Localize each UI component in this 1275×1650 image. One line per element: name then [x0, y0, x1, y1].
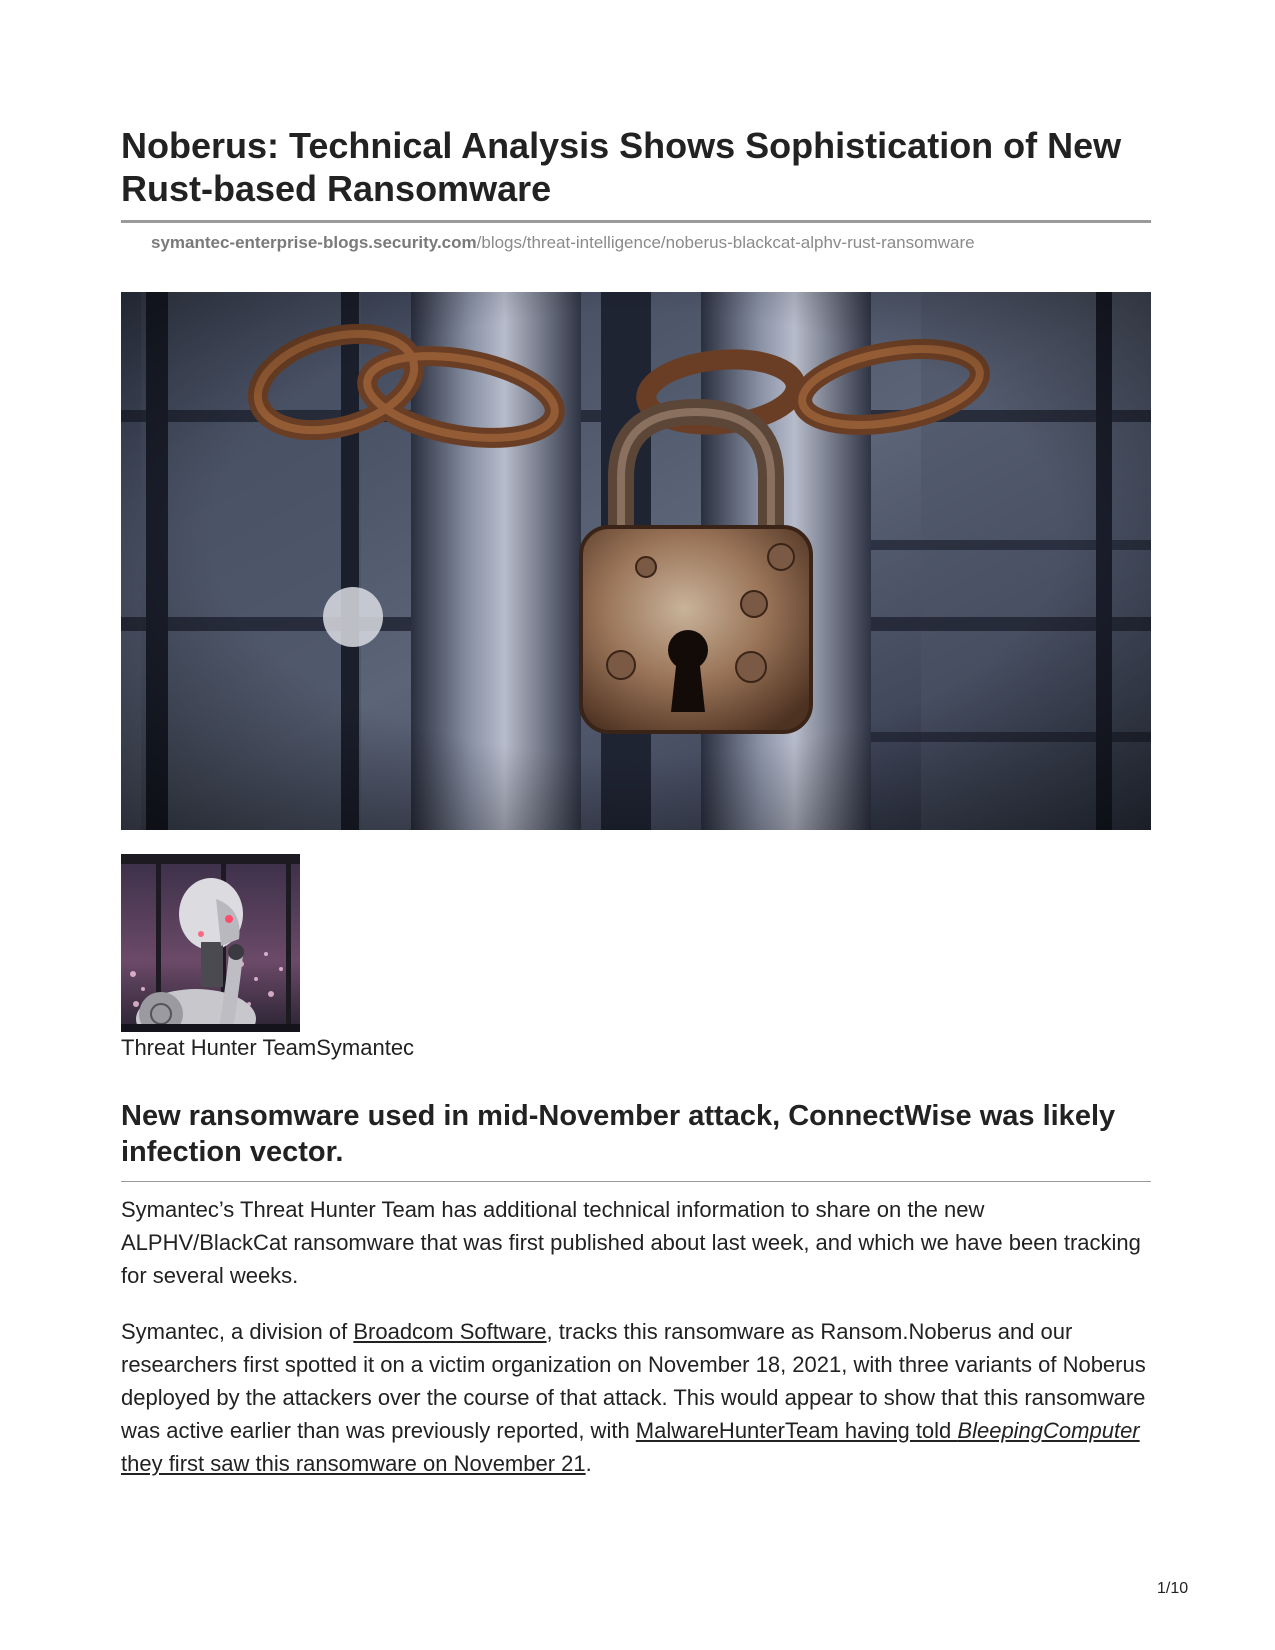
page-number: 1/10 — [1157, 1580, 1189, 1597]
paragraph-2 — [121, 1315, 1151, 1480]
broadcom-software-link[interactable]: Broadcom Software — [353, 1319, 547, 1344]
link-text-b: they first saw this ransomware on November 21 — [121, 1451, 586, 1476]
source-url[interactable] — [151, 233, 975, 253]
hero-image — [121, 292, 1151, 830]
paragraph-2-text-a: Symantec, a division of — [121, 1319, 354, 1344]
url-domain: symantec-enterprise-blogs.security.com — [151, 233, 477, 252]
robot-avatar-icon — [121, 854, 300, 1032]
author-avatar — [121, 854, 300, 1032]
url-path: /blogs/threat-intelligence/noberus-blackcat-alphv-rust-ransomware — [476, 233, 975, 252]
title-divider — [121, 220, 1151, 223]
article-subheading: New ransomware used in mid-November attack, ConnectWise was likely infection vector. — [121, 1100, 1116, 1168]
link-text-publication: BleepingComputer — [957, 1418, 1140, 1443]
article-title: Noberus: Technical Analysis Shows Sophistication of New Rust-based Ransomware — [121, 125, 1122, 209]
paragraph-2-text-b: , tracks this ransomware as Ransom.Noberus and our researchers first spotted it on a victim organization on November 18, 2021, with three variants of Noberus deployed by the attackers over the course of that attack. This would appear to show that this ransomware was active earlier than was previously reported, with — [121, 1319, 1146, 1443]
paragraph-2-text-end: . — [585, 1451, 592, 1476]
paragraph-1: Symantec’s Threat Hunter Team has additional technical information to share on the new ALPHV/BlackCat ransomware that was first published about last week, and which we have been tracking for several weeks. — [121, 1197, 1141, 1288]
link-text-a: MalwareHunterTeam having told — [635, 1418, 958, 1443]
padlock-chain-image — [121, 292, 1151, 830]
author-byline: Threat Hunter TeamSymantec — [121, 1035, 415, 1060]
subheading-divider — [121, 1181, 1151, 1182]
